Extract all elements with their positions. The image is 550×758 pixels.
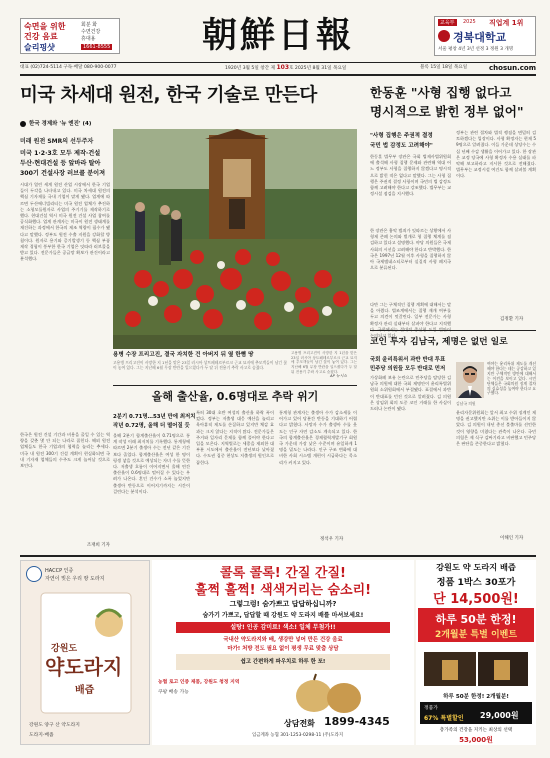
center-ad-line1: 그렇그렁! 숨가쁘고 답답하십니까? (229, 600, 337, 608)
right-ad-box-image (422, 646, 530, 690)
infobar-left: 대표 (02)724-5114 구독·배달 080-900-0077 (20, 65, 117, 70)
right-body-b2: 윤리자문위원회는 앞서 최고 수위 징계인 제명을 권고했지만 소위는 이를 받아들이지 않았다. 김 의원이 내년 총선 불출마를 선언한 것이 영향을 미쳤다는 관측이 나온다. 국민의힘은 제 식구 감싸기라고 비판했고 민주당은 판단을 존중한다고 밝혔다. (456, 410, 536, 447)
footer-ad-left[interactable] (20, 560, 150, 745)
center-ad-title2: 훌쩍 훌쩍! 색색거리는 숨소리! (194, 583, 372, 598)
rule-right-b (370, 330, 536, 331)
portrait-photo[interactable] (456, 362, 484, 398)
center-ad-box-c: 마가! 처방 전도 필요 없이 평생 무료 맞춤 상담 (227, 646, 339, 652)
birth-sub1: 2분기 0.71명…53년 만에 최저치 (113, 414, 196, 420)
center-ad-line2: 숨가기 가쁘고, 답답할 때 강원도 약 도라지 배를 마셔보세요! (202, 612, 364, 619)
right-sub-b1: 국회 윤리특위서 과반 반대 투표 (370, 357, 446, 363)
right-body-b1: 가상화폐 보유 논란으로 민주당을 탈당한 김남국 의원에 대한 국회 제명안이 윤리특별위원회 소위원회에서 부결됐다. 표결에서 과반이 반대표를 던진 것으로 알려졌다. 김 의원은 상임위 회의 도중 코인 거래를 한 사실이 드러나 논란이 됐다. (370, 375, 451, 412)
infobar-right: 블록 15일 18일 목요일 (420, 65, 468, 70)
rule-top2 (20, 74, 536, 76)
center-ad-box-b: 국내산 약도라지와 배, 생강만 넣어 만든 건강 음료 (223, 637, 343, 643)
birth-headline[interactable]: 올해 출산율, 0.6명대로 추락 위기 (151, 390, 319, 403)
masthead (20, 14, 536, 60)
left-ad-top1: HACCP 인증 (45, 568, 74, 574)
right-ad-bottom1: 총가족의 건강을 지키는 최상의 선택 (439, 728, 513, 733)
right-ad-promo2: 2개월분 특별 이벤트 (434, 630, 518, 640)
right-col4: 정부는 관련 절차와 법적 쟁점을 면밀히 검토하겠다는 입장이다. 사형 확정자는 현재 59명으로 알려졌다. 이들 가운데 상당수는 수십 년째 수감 생활을 이어가고 있다. 한 장관은 교정 당국에 사형 확정자 수용 실태를 파악해 보고하라고 지시한 것으로 전해졌다. 법무부는 교정시설 여건도 함께 살펴볼 계획이다. (456, 130, 536, 179)
right-ad-offer-label: 정품가 (424, 706, 438, 711)
photo-illustration (113, 129, 357, 349)
birth-sub2: 작년 0.72명, 올해 더 떨어질 듯 (113, 423, 190, 429)
right-ad-offer-row (420, 702, 532, 724)
right-ad-slogan: 서울 평창 4년 3년 선정 3 정원 3 개명 (438, 47, 514, 52)
haccp-icon (26, 566, 42, 582)
birth-byline: 정석우 기자 (320, 537, 344, 542)
right-ad-badge1: 교육부 (440, 20, 455, 26)
right-byline-b: 이해인 기자 (500, 536, 524, 541)
rule-ads (20, 555, 536, 557)
photo-caption-text: 고용병 프리고진이 사망한 지 1년을 맞은 23일 러시아 상트페테르부르크 근교 묘지에 추모객들이 남긴 꽃이 놓여 있다. 그는 지난해 6월 무장 반란을 일으켰다가 두 달 뒤 전용기 추락 사고로 숨졌다. (113, 360, 287, 370)
left-column (20, 120, 110, 552)
right-ad-offer1: 67% 특별할인 (424, 715, 464, 722)
right-ad-offer1-price: 29,000원 (480, 711, 519, 720)
photo-caption-text-right: 고용병 프리고진이 사망한 지 1년을 맞은 23일 러시아 상트페테르부르크 근교 묘지에 추모객들이 남긴 꽃이 놓여 있다. 그는 지난해 6월 무장 반란을 일으켰다가 두 달 뒤 전용기 추락 사고로 숨졌다. (291, 351, 357, 374)
left-article-body-2: 한국은 원전 건설 기간과 비용을 줄일 수 있는 역량을 갖춘 몇 안 되는 나라로 꼽힌다. 해외 원전 업체들도 한국 기업과의 협력을 늘리는 추세다. 미국 내 원전 300기 건설 계획이 현실화되면 국내 기자재 업체들의 수주도 크게 늘어날 것으로 보인다. (20, 432, 110, 469)
right-headline-1[interactable]: 한동훈 "사형 집행 없다고 (370, 85, 512, 100)
left-byline: 조재희 기자 (86, 543, 110, 548)
infobar-center-b: 호 2025년 8월 31일 목요일 (289, 66, 347, 71)
right-sub2: 국민 법 감정도 고려해야" (370, 143, 433, 149)
right-ad-promo-sub: 하루 50분 한정! 2개월분! (443, 694, 509, 700)
photo-caption-title: 용병 수장 프리고진, 결국 자치한 건 아버지 뒤 옆 한뼘 땅 (113, 352, 254, 358)
subhead-4: 300기 건설사장 러브콜 분이져 (20, 170, 106, 177)
gift-box-illustration (422, 646, 530, 690)
left-ad-line2: 건강 음료 (24, 32, 58, 41)
right-col2: 한 장관은 흉악 범죄가 잇따르는 상황에서 사형제 존폐 논의와 별개로 형 집행 체계를 점검하고 있다고 설명했다. 야당 의원들은 국제 사회의 시선을 고려해야 한다고 반박했다. 한국은 1997년 12월 이후 사형을 집행하지 않아 국제앰네스티로부터 실질적 사형 폐지국으로 분류된다. (370, 228, 451, 271)
right-col1: 한동훈 법무부 장관은 국회 법제사법위원회에 출석해 사형 집행 문제와 관련해 역대 어느 정부도 사형을 집행하지 않겠다고 명시적으로 밝힌 적은 없다고 말했다. 그는 사형 집행은 주권적 결정 사항이며 국민의 법 감정도 함께 고려해야 한다고 강조했다. 법무부는 교정시설 점검을 지시했다. (370, 154, 451, 197)
left-ad-line1: 숙면을 위한 (24, 22, 66, 31)
subhead-2: 미국 1·2·3호 모두 제작·건설 (20, 150, 101, 157)
left-ad-phone: 1661-8555 (83, 44, 111, 50)
series-icon (20, 121, 26, 127)
footer-ad-center[interactable] (152, 560, 414, 745)
right-ad-title2: 정품 1박스 30포가 (436, 577, 516, 588)
infobar-issue: 103 (276, 64, 289, 71)
masthead-left-ad[interactable] (20, 18, 120, 54)
rule-birth (113, 385, 357, 386)
right-ad-title1: 강원도 약 도라지 배즙 (436, 562, 516, 572)
footer-ad-right[interactable] (416, 560, 536, 745)
portrait-caption: 김남국 의원 (456, 401, 476, 406)
right-sub-b2: 민주당 의원들 모두 반대로 먼저 (370, 366, 446, 372)
center-ad-box-f: 쿠팡 배송 가능 (158, 690, 189, 695)
center-ad-cs-label: 상담전화 (284, 719, 315, 728)
right-headline-2[interactable]: 명시적으로 밝힌 정부 없어" (370, 104, 524, 119)
pear-image (292, 672, 368, 714)
right-ad-line1: 직업계 1위 (489, 19, 524, 27)
univ-logo-icon (438, 30, 450, 42)
infobar-center-a: 1920년 3월 5일 창간 제 (225, 66, 277, 71)
right-col3: 다만 그는 구체적인 집행 계획에 대해서는 말을 아꼈다. 법조계에서는 집행 재개 여부를 두고 의견이 엇갈린다. 일부 전문가는 사형 확정자 관리 실태부터 살펴야 한다고 지적했 논의되고 있다. (370, 302, 451, 339)
photo-credit: AP 뉴시스 (330, 373, 348, 378)
birth-col3: 통계청 관계자는 출생아 수가 감소세를 이어가고 있어 당분간 반등을 기대하기 어렵다고 밝혔다. 사망자 수가 출생아 수를 웃도는 인구 자연 감소도 계속되고 있다. 한국의 합계출산율은 경제협력개발기구 회원국 가운데 가장 낮은 수준이며 유일하게 1명을 밑도는 나라다. 인구 구조 변화에 대비한 사회 시스템 개편이 시급하다는 목소리가 커지고 있다. (279, 410, 357, 465)
birth-col2: 특히 30대 초반 여성의 출산율 하락 폭이 컸다. 정부는 저출생 대응 예산을 늘리고 육아휴직 제도를 손질하고 있지만 체감 효과는 크지 않다는 지적이 많다. 전문가들은 주거와 일자리 문제를 함께 풀어야 한다고 입을 모은다. 지역별로는 세종을 제외한 대부분 시도에서 출산율이 전년보다 낮아졌다. 수도권 집중 현상도 저출생의 원인으로 꼽힌다. (196, 410, 274, 465)
news-photo[interactable] (113, 129, 357, 349)
infobar-center (225, 63, 346, 74)
birth-col1-top: 올해 2분기 합계출산율이 0.71명으로 통계 작성 이래 최저치를 기록했다. 통계청에 따르면 2분기 출생아 수는 전년 같은 기간보다 줄었다. 합계출산율은 여성 한 명이 평생 낳을 것으로 예상되는 자녀 수를 뜻한다. 저출생 흐름이 이어지면서 올해 연간 출산율이 0.6명대로 떨어질 수 있다는 우려가 나온다. 혼인 건수가 소폭 늘었지만 출생아 반등으로 이어지기까지는 시간이 걸린다는 분석이다. (113, 433, 190, 494)
left-article-body: 시대가 열린 세계 원전 산업 시장에서 한국 기업들이 두각을 나타내고 있다. 미국 차세대 원전의 핵심 기자재를 국내 기업이 맡게 됐다. 업계에 따르면 두산에너빌리티는 미국 원전 업체가 추진하는 소형모듈원자로 사업의 주기기를 제작하기로 했다. 현대건설 역시 미국 원전 건설 사업 참여를 공식화했다. 업계 관계자는 미국이 원전 생태계를 재건하는 과정에서 한국의 제조 역량이 필수가 됐다고 말했다. 정부도 원전 수출 지원을 강화할 방침이다. 원자로 용기와 증기발생기 등 핵심 부품 제작 경험이 풍부한 한국 기업은 잇따라 러브콜을 받고 있다. 전문가들은 공급망 확보가 관건이라고 분석했다. (20, 182, 110, 262)
series-label: 한국 경제와 '뉴 엔진' (4) (29, 121, 92, 127)
infobar (20, 63, 536, 73)
main-headline[interactable]: 미국 차세대 원전, 한국 기술로 만든다 (20, 85, 317, 106)
center-ad-box-a: 설탕! 인공 감미료! 색소! 일체 무첨가!! (176, 622, 390, 633)
right-ad-price: 단 14,500원! (433, 592, 519, 607)
masthead-right-ad[interactable] (434, 16, 536, 56)
left-ad-right2: 수면건강 (81, 29, 101, 35)
right-byline: 김정환 기자 (500, 317, 524, 322)
portrait-illustration (456, 362, 484, 398)
center-ad-title1: 콜록 콜록! 간질 간질! (220, 566, 346, 581)
right-sub1: "사형 집행은 주권적 결정 (370, 133, 433, 139)
center-ad-phone[interactable]: 1899-4345 (324, 715, 390, 728)
right-ad-promo (418, 608, 534, 642)
subhead-3: 두산·현대건설 등 앞바라 탈아 (20, 160, 101, 167)
left-ad-product1: 강원도 (51, 644, 78, 654)
series-label-wrap (20, 120, 110, 129)
masthead-title[interactable]: 朝鮮日報 (201, 15, 354, 56)
left-ad-line3: 슬리핑샷 (24, 43, 55, 52)
portrait-side-text: 여야는 윤리특위 제도를 개선해야 한다는 데는 공감하고 있지만 구체적인 방안에 대해서는 이견을 보이고 있다. 시민단체들은 국회의원 징계 절차의 실효성을 높여야 한다고 요구했다. (487, 361, 536, 396)
left-ad-right3: 휴대용 (81, 36, 96, 42)
left-ad-product3: 배즙 (75, 685, 95, 696)
center-ad-account: 입금계좌 농협 301-1253-0298-11 (주)도라지 (252, 733, 344, 738)
right-ad-bottom-price: 53,000원 (459, 736, 493, 744)
infobar-site[interactable]: chosun.com (489, 64, 536, 72)
left-ad-bottom2: 도라지·배즙 (29, 733, 54, 738)
left-ad-right1: 회분 화 (81, 22, 98, 28)
center-ad-box-d: 쉽고 간편하게 파우치로 하루 한 포! (176, 654, 390, 670)
left-ad-top2: 자연이 빚은 우리 땅 도라지 (45, 576, 105, 582)
right-headline-b[interactable]: 코인 투자 김남국, 제명은 없던 일로 (370, 337, 508, 347)
right-ad-promo1: 하루 50분 한정! (435, 613, 517, 626)
center-ad-box-e: 농협 로고 인증 제품, 강원도 청정 지역 (158, 680, 240, 685)
right-ad-badge2: 2025 (463, 19, 476, 25)
right-ad-univ: 경북대학교 (453, 31, 507, 44)
left-ad-bottom1: 강원도 양구 산 약도라지 (29, 723, 80, 728)
pear-illustration (292, 672, 368, 714)
left-ad-product2: 약도라지 (45, 655, 123, 679)
subhead-1: 미래 원전 SMR의 선두주자 (20, 138, 94, 145)
